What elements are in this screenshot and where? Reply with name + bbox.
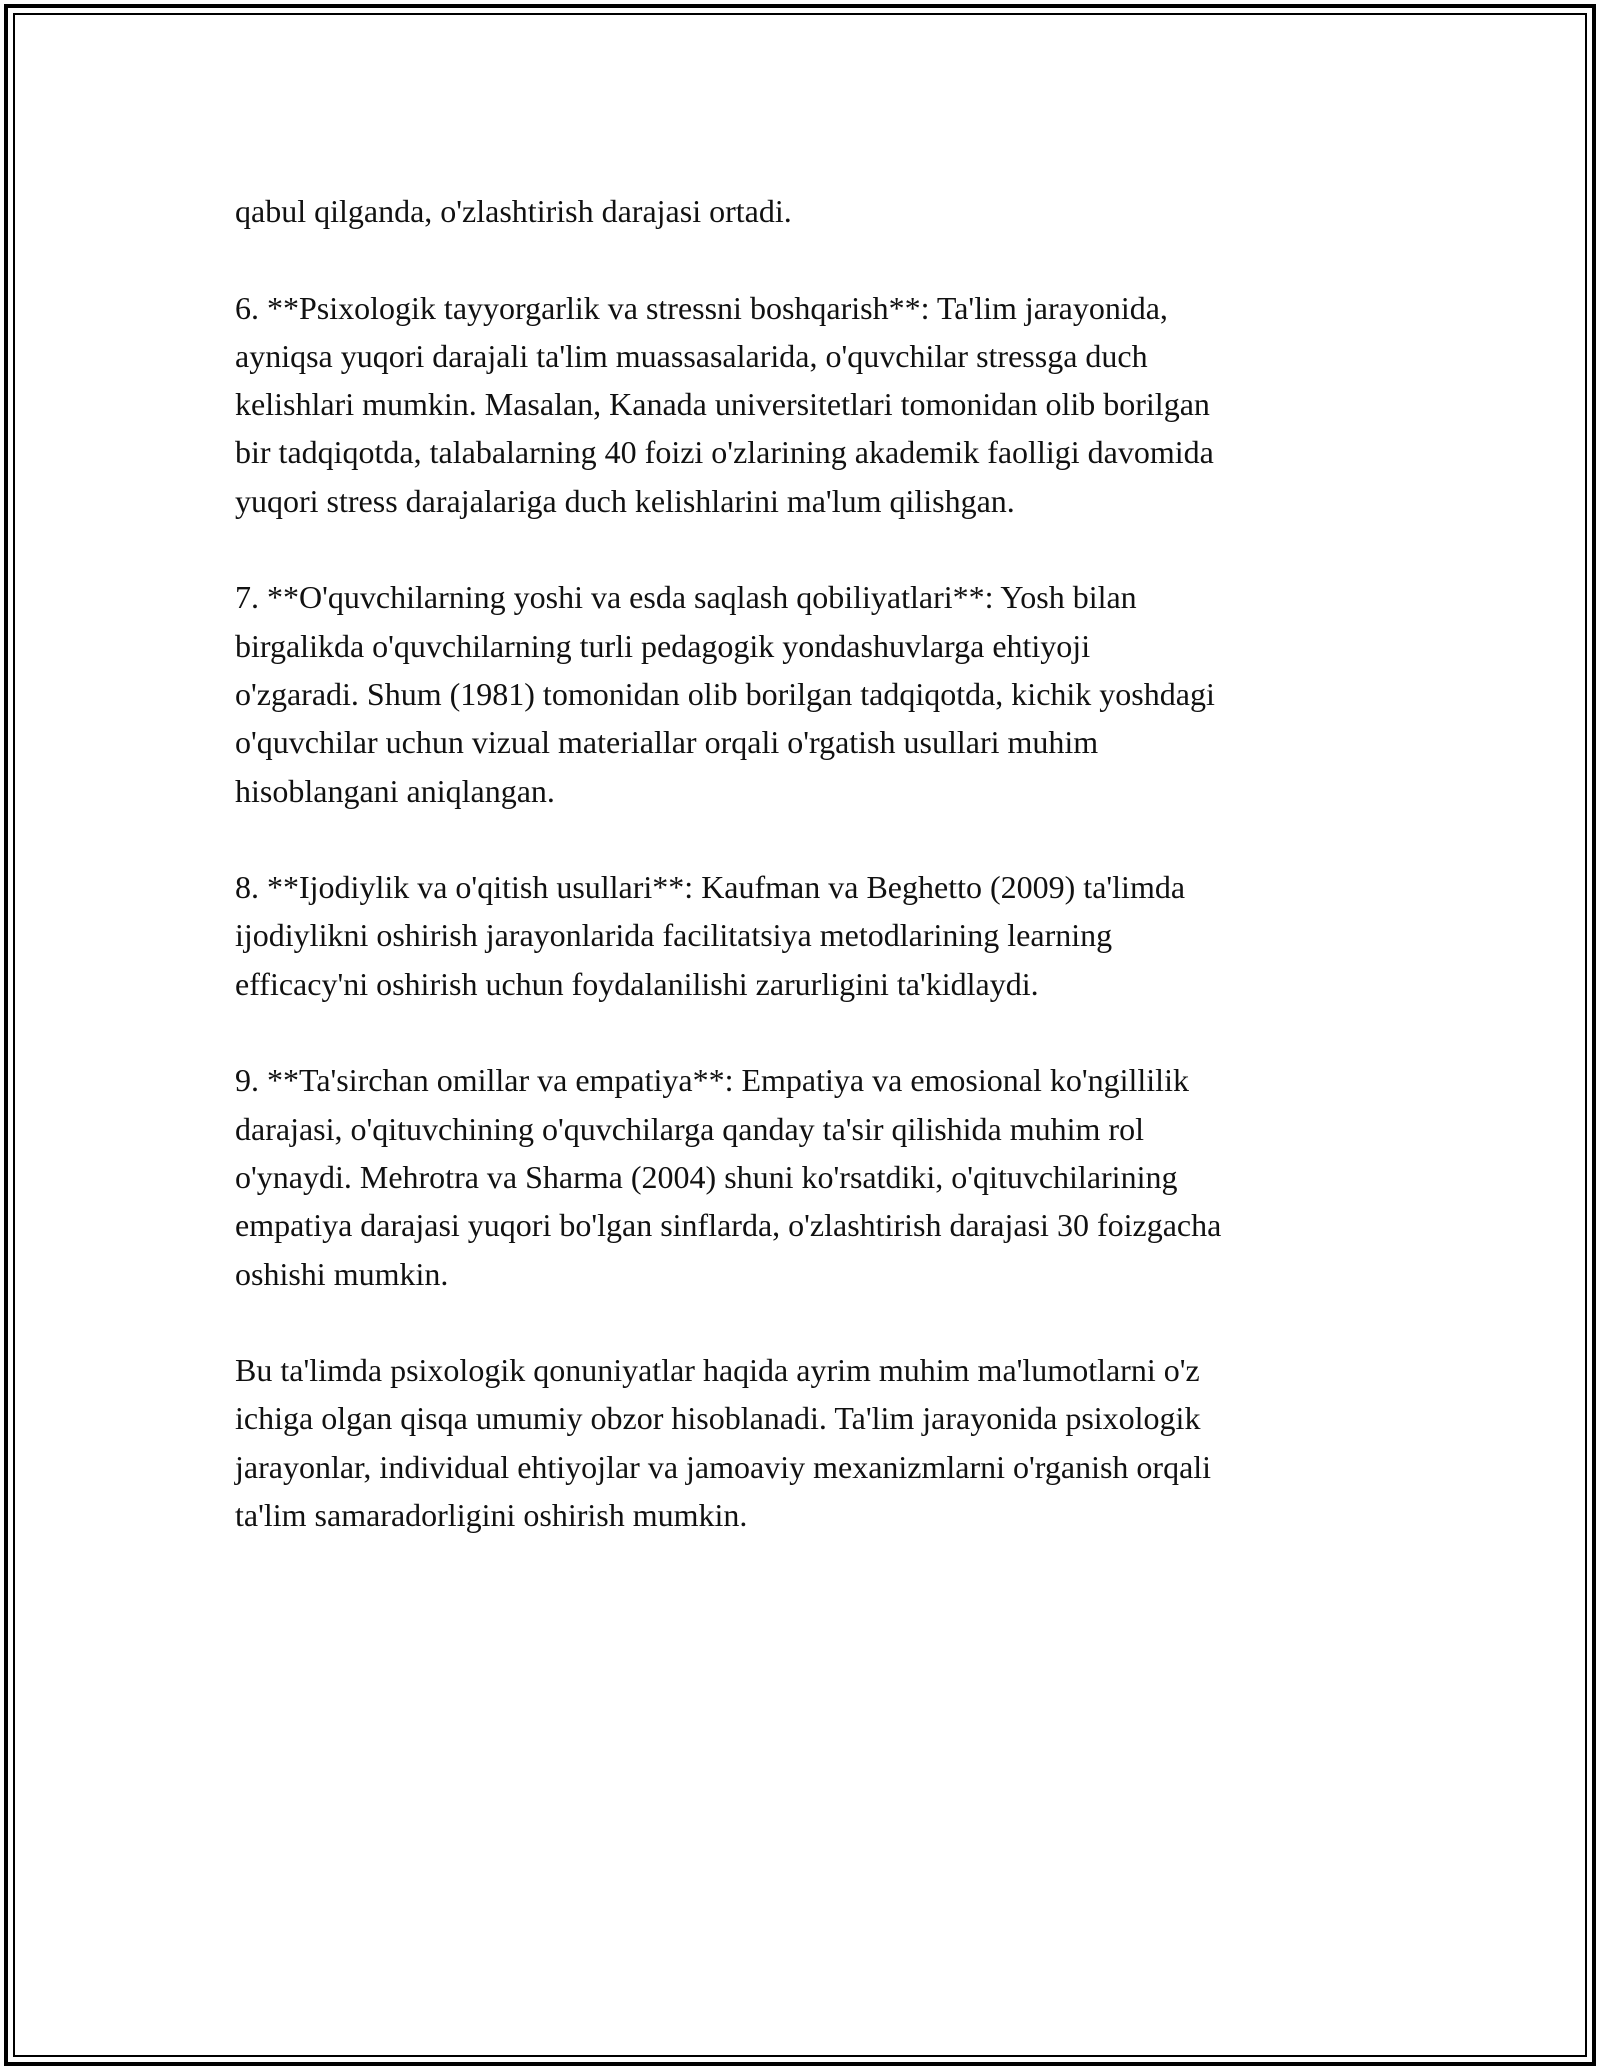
- document-body: [235, 187, 1385, 1588]
- text-line: ta'lim samaradorligini oshirish mumkin.: [235, 1497, 748, 1534]
- text-line: 9. **Ta'sirchan omillar va empatiya**: Empatiya va emosional ko'ngillilik: [235, 1062, 1189, 1099]
- text-line: darajasi, o'qituvchining o'quvchilarga qanday ta'sir qilishida muhim rol: [235, 1110, 1144, 1147]
- text-line: o'ynaydi. Mehrotra va Sharma (2004) shuni ko'rsatdiki, o'qituvchilarining: [235, 1158, 1178, 1195]
- text-line: kelishlari mumkin. Masalan, Kanada universitetlari tomonidan olib borilgan: [235, 386, 1210, 423]
- paragraph-item-6: [235, 284, 1385, 525]
- paragraph-item-8: [235, 863, 1385, 1008]
- paragraph-continuation: [235, 187, 1385, 235]
- text-line: oshishi mumkin.: [235, 1255, 449, 1292]
- text-line: bir tadqiqotda, talabalarning 40 foizi o'zlarining akademik faolligi davomida: [235, 434, 1214, 471]
- paragraph-conclusion: [235, 1346, 1385, 1539]
- text-line: ijodiylikni oshirish jarayonlarida facilitatsiya metodlarining learning: [235, 917, 1113, 954]
- text-line: o'zgaradi. Shum (1981) tomonidan olib borilgan tadqiqotda, kichik yoshdagi: [235, 675, 1215, 712]
- text-line: 7. **O'quvchilarning yoshi va esda saqlash qobiliyatlari**: Yosh bilan: [235, 579, 1137, 616]
- text-line: birgalikda o'quvchilarning turli pedagogik yondashuvlarga ehtiyoji: [235, 627, 1091, 664]
- text-line: qabul qilganda, o'zlashtirish darajasi ortadi.: [235, 193, 792, 229]
- text-line: 6. **Psixologik tayyorgarlik va stressni boshqarish**: Ta'lim jarayonida,: [235, 289, 1168, 326]
- text-line: ichiga olgan qisqa umumiy obzor hisoblanadi. Ta'lim jarayonida psixologik: [235, 1400, 1201, 1437]
- text-line: ayniqsa yuqori darajali ta'lim muassasalarida, o'quvchilar stressga duch: [235, 337, 1148, 374]
- text-line: 8. **Ijodiylik va o'qitish usullari**: Kaufman va Beghetto (2009) ta'limda: [235, 869, 1186, 906]
- text-line: hisoblangani aniqlangan.: [235, 772, 555, 809]
- text-line: o'quvchilar uchun vizual materiallar orqali o'rgatish usullari muhim: [235, 724, 1099, 761]
- paragraph-item-9: [235, 1056, 1385, 1297]
- paragraph-item-7: [235, 573, 1385, 814]
- text-line: jarayonlar, individual ehtiyojlar va jamoaviy mexanizmlarni o'rganish orqali: [235, 1448, 1212, 1485]
- text-line: Bu ta'limda psixologik qonuniyatlar haqida ayrim muhim ma'lumotlarni o'z: [235, 1352, 1200, 1389]
- text-line: empatiya darajasi yuqori bo'lgan sinflarda, o'zlashtirish darajasi 30 foizgacha: [235, 1207, 1222, 1244]
- text-line: yuqori stress darajalariga duch kelishlarini ma'lum qilishgan.: [235, 482, 1015, 519]
- text-line: efficacy'ni oshirish uchun foydalanilishi zarurligini ta'kidlaydi.: [235, 965, 1039, 1002]
